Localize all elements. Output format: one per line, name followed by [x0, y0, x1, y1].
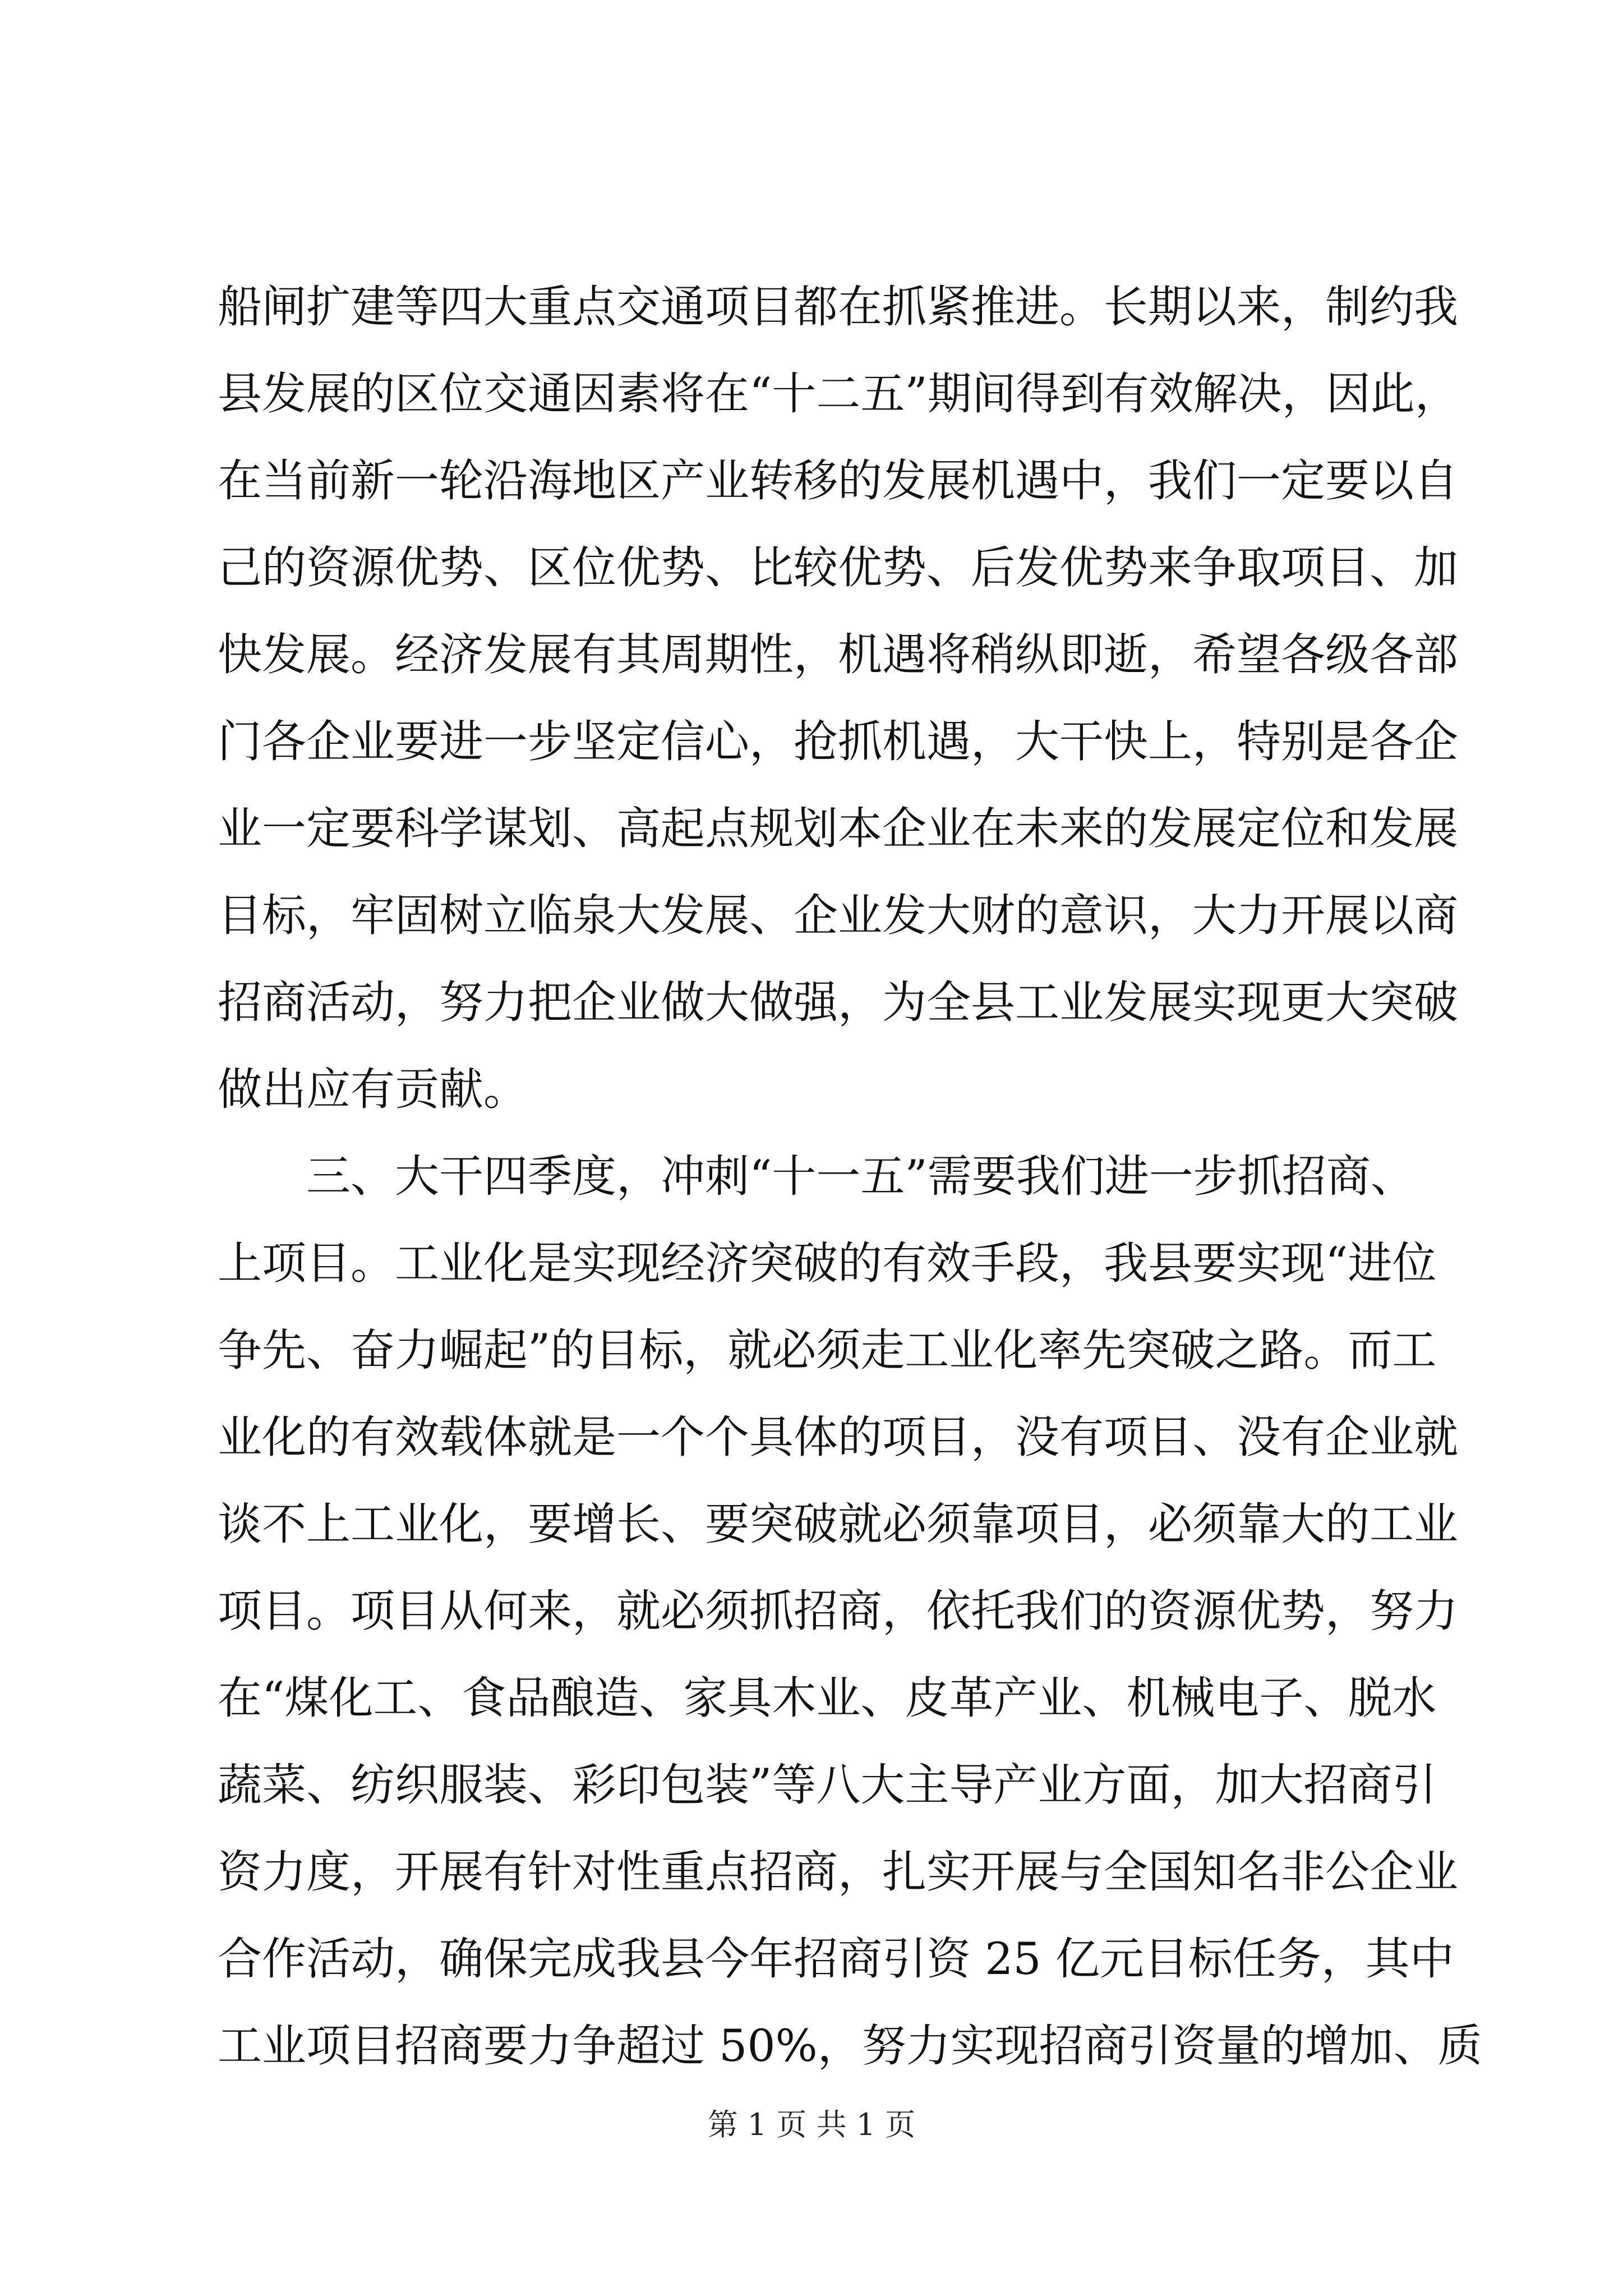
text-line: 上项目。工业化是实现经济突破的有效手段，我县要实现“进位	[218, 1237, 1437, 1289]
text-line: 三、大干四季度，冲刺“十一五”需要我们进一步抓招商、	[218, 1151, 1415, 1202]
text-line: 蔬菜、纺织服装、彩印包装”等八大主导产业方面，加大招商引	[218, 1759, 1437, 1811]
text-line: 快发展。经济发展有其周期性，机遇将稍纵即逝，希望各级各部	[218, 629, 1458, 680]
text-line: 己的资源优势、区位优势、比较优势、后发优势来争取项目、加	[218, 542, 1458, 593]
text-line: 目标，牢固树立临泉大发展、企业发大财的意识，大力开展以商	[218, 890, 1458, 941]
text-line: 门各企业要进一步坚定信心，抢抓机遇，大干快上，特别是各企	[218, 716, 1458, 767]
body-text	[218, 264, 1482, 2090]
text-line: 在当前新一轮沿海地区产业转移的发展机遇中，我们一定要以自	[218, 455, 1458, 507]
text-line: 工业项目招商要力争超过 50%，努力实现招商引资量的增加、质	[218, 2020, 1482, 2072]
text-line: 县发展的区位交通因素将在“十二五”期间得到有效解决，因此，	[218, 368, 1459, 420]
text-line: 做出应有贡献。	[218, 1064, 528, 1115]
text-line: 合作活动，确保完成我县今年招商引资 25 亿元目标任务，其中	[218, 1933, 1454, 1985]
text-line: 业一定要科学谋划、高起点规划本企业在未来的发展定位和发展	[218, 803, 1458, 854]
text-line: 争先、奋力崛起”的目标，就必须走工业化率先突破之路。而工	[218, 1324, 1437, 1376]
page-footer: 第 1 页 共 1 页	[707, 2107, 916, 2142]
text-line: 谈不上工业化，要增长、要突破就必须靠项目，必须靠大的工业	[218, 1498, 1458, 1550]
text-line: 在“煤化工、食品酿造、家具木业、皮革产业、机械电子、脱水	[218, 1672, 1437, 1724]
text-line: 船闸扩建等四大重点交通项目都在抓紧推进。长期以来，制约我	[218, 281, 1458, 333]
text-line: 资力度，开展有针对性重点招商，扎实开展与全国知名非公企业	[218, 1846, 1458, 1898]
text-line: 项目。项目从何来，就必须抓招商，依托我们的资源优势，努力	[218, 1585, 1458, 1637]
text-line: 招商活动，努力把企业做大做强，为全县工业发展实现更大突破	[218, 977, 1458, 1028]
text-line: 业化的有效载体就是一个个具体的项目，没有项目、没有企业就	[218, 1411, 1458, 1463]
